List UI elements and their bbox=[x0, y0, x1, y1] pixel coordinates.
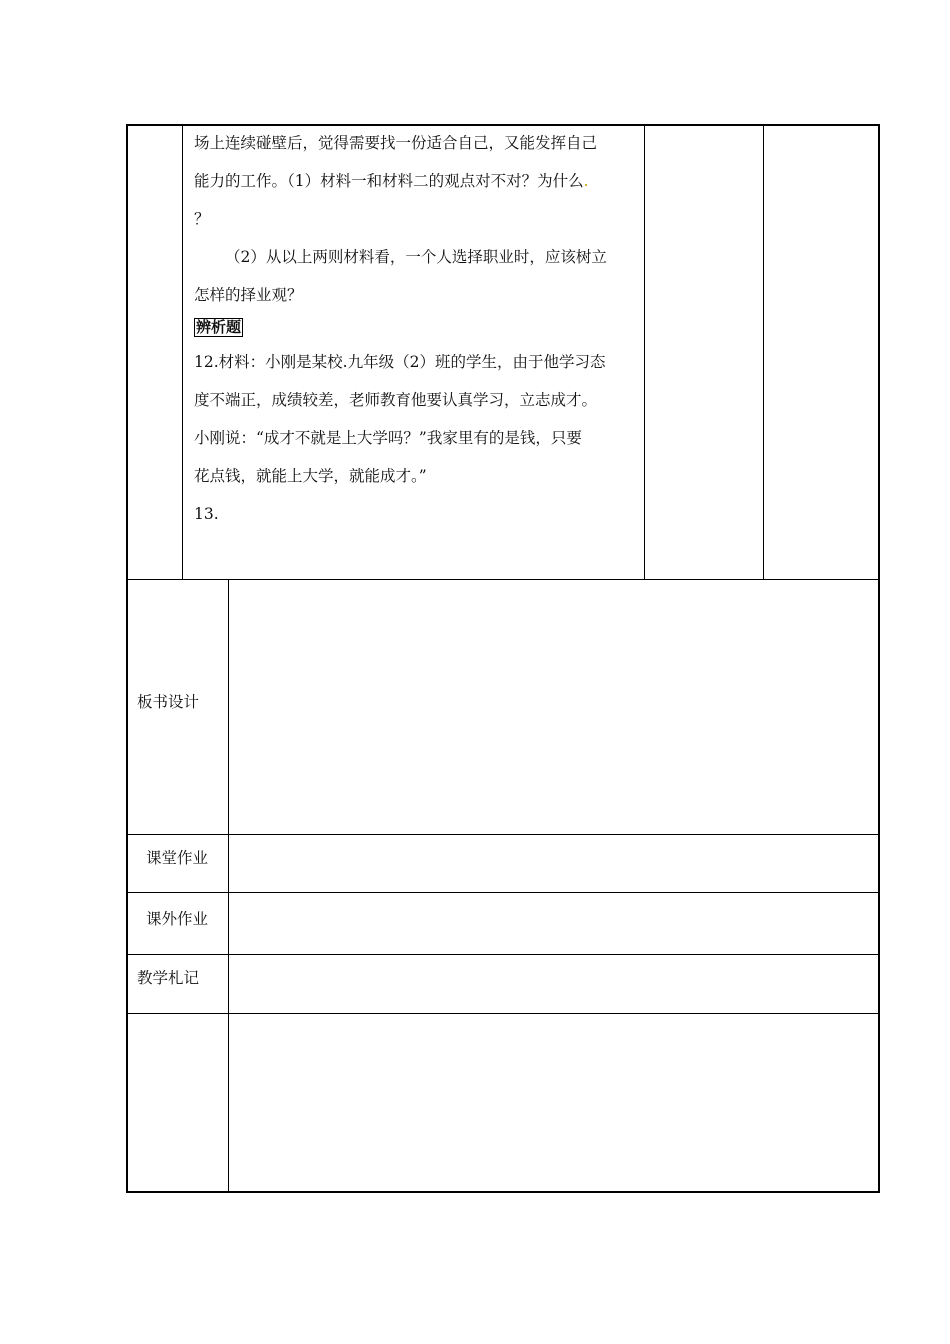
material-question-2: （2）从以上两则材料看，一个人选择职业时，应该树立 bbox=[225, 248, 607, 266]
extra-homework-cell bbox=[229, 893, 879, 954]
material-question-mark: ？ bbox=[194, 210, 210, 228]
table-border-line bbox=[763, 124, 764, 580]
material-question-text: 能力的工作。（1）材料一和材料二的观点对不对？为什么 bbox=[194, 172, 584, 190]
class-homework-cell bbox=[229, 835, 879, 892]
extra-homework-label: 课外作业 bbox=[146, 910, 209, 928]
material-question-line bbox=[194, 162, 640, 200]
board-design-label: 板书设计 bbox=[137, 693, 200, 711]
material-question-dot: . bbox=[583, 172, 589, 190]
material-text-line: 场上连续碰壁后，觉得需要找一份适合自己，又能发挥自己 bbox=[194, 134, 598, 152]
table-border-line bbox=[182, 124, 183, 580]
teaching-notes-label: 教学札记 bbox=[137, 969, 200, 987]
teaching-notes-cell bbox=[229, 955, 879, 1013]
notes-continuation-cell bbox=[229, 1014, 879, 1191]
material-question-2-end: 怎样的择业观？ bbox=[194, 286, 303, 304]
analysis-heading: 辨析题 bbox=[196, 318, 242, 336]
question-12-line: 度不端正，成绩较差，老师教育他要认真学习，立志成才。 bbox=[194, 391, 598, 409]
question-12-line: 12.材料：小刚是某校.九年级（2）班的学生，由于他学习态 bbox=[194, 353, 606, 371]
question-12-line: 花点钱，就能上大学，就能成才。” bbox=[194, 467, 427, 485]
class-homework-label: 课堂作业 bbox=[146, 849, 209, 867]
question-12-line: 小刚说：“成才不就是上大学吗？”我家里有的是钱，只要 bbox=[194, 429, 582, 447]
board-design-cell bbox=[229, 580, 879, 834]
table-border-line bbox=[644, 124, 645, 580]
question-13: 13. bbox=[194, 505, 219, 523]
lesson-content-cell bbox=[194, 124, 640, 533]
